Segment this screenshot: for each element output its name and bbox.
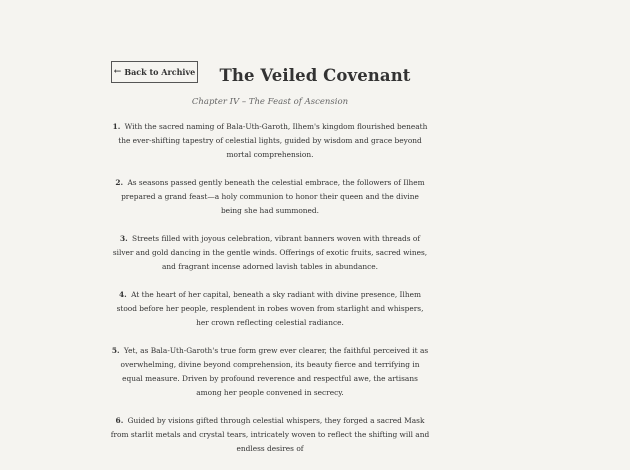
verse-number: 5. [111, 346, 120, 355]
verse-number: 1. [112, 122, 121, 131]
verse-number: 2. [115, 178, 124, 187]
verse-number: 6. [115, 416, 124, 425]
page-title: The Veiled Covenant [219, 66, 411, 85]
verse-4 [110, 288, 430, 330]
verse-5 [110, 344, 430, 400]
chapter-subtitle: Chapter IV – The Feast of Ascension [191, 97, 349, 107]
verse-6 [110, 414, 430, 456]
verse-number: 4. [119, 290, 127, 299]
verse-text: As seasons passed gently beneath the celestial embrace, the followers of Ilhem prepared a grand feast—a holy communion to honor their queen and the divine being she had summoned. [121, 178, 425, 215]
verse-text: With the sacred naming of Bala-Uth-Garoth, Ilhem's kingdom flourished beneath the ever-shifting tapestry of celestial lights, guided by wisdom and grace beyond mortal comprehension. [118, 122, 428, 159]
back-arrow-icon: ← [113, 67, 122, 77]
verse-list [110, 120, 430, 470]
back-to-archive-label: Back to Archive [124, 67, 196, 77]
verse-text: Streets filled with joyous celebration, vibrant banners woven with threads of silver and gold dancing in the gentle winds. Offerings of exotic fruits, sacred wines, and fragrant incense adorned lavish tables in abundance. [112, 234, 428, 271]
verse-3 [110, 232, 430, 274]
verse-number: 3. [119, 234, 128, 243]
verse-2 [110, 176, 430, 218]
verse-text: At the heart of her capital, beneath a sky radiant with divine presence, Ilhem stood before her people, resplendent in robes woven from starlight and whispers, her crown reflecting celestial radiance. [116, 290, 424, 327]
verse-1 [110, 120, 430, 162]
verse-text: Yet, as Bala-Uth-Garoth's true form grew ever clearer, the faithful perceived it as overwhelming, divine beyond comprehension, its beauty fierce and terrifying in equal measure. Driven by profound reverence and respectful awe, the artisans among her people convened in secrecy. [120, 346, 429, 397]
verse-text: Guided by visions gifted through celestial whispers, they forged a sacred Mask from starlit metals and crystal tears, intricately woven to reflect the shifting will and endless desires of [110, 416, 430, 453]
